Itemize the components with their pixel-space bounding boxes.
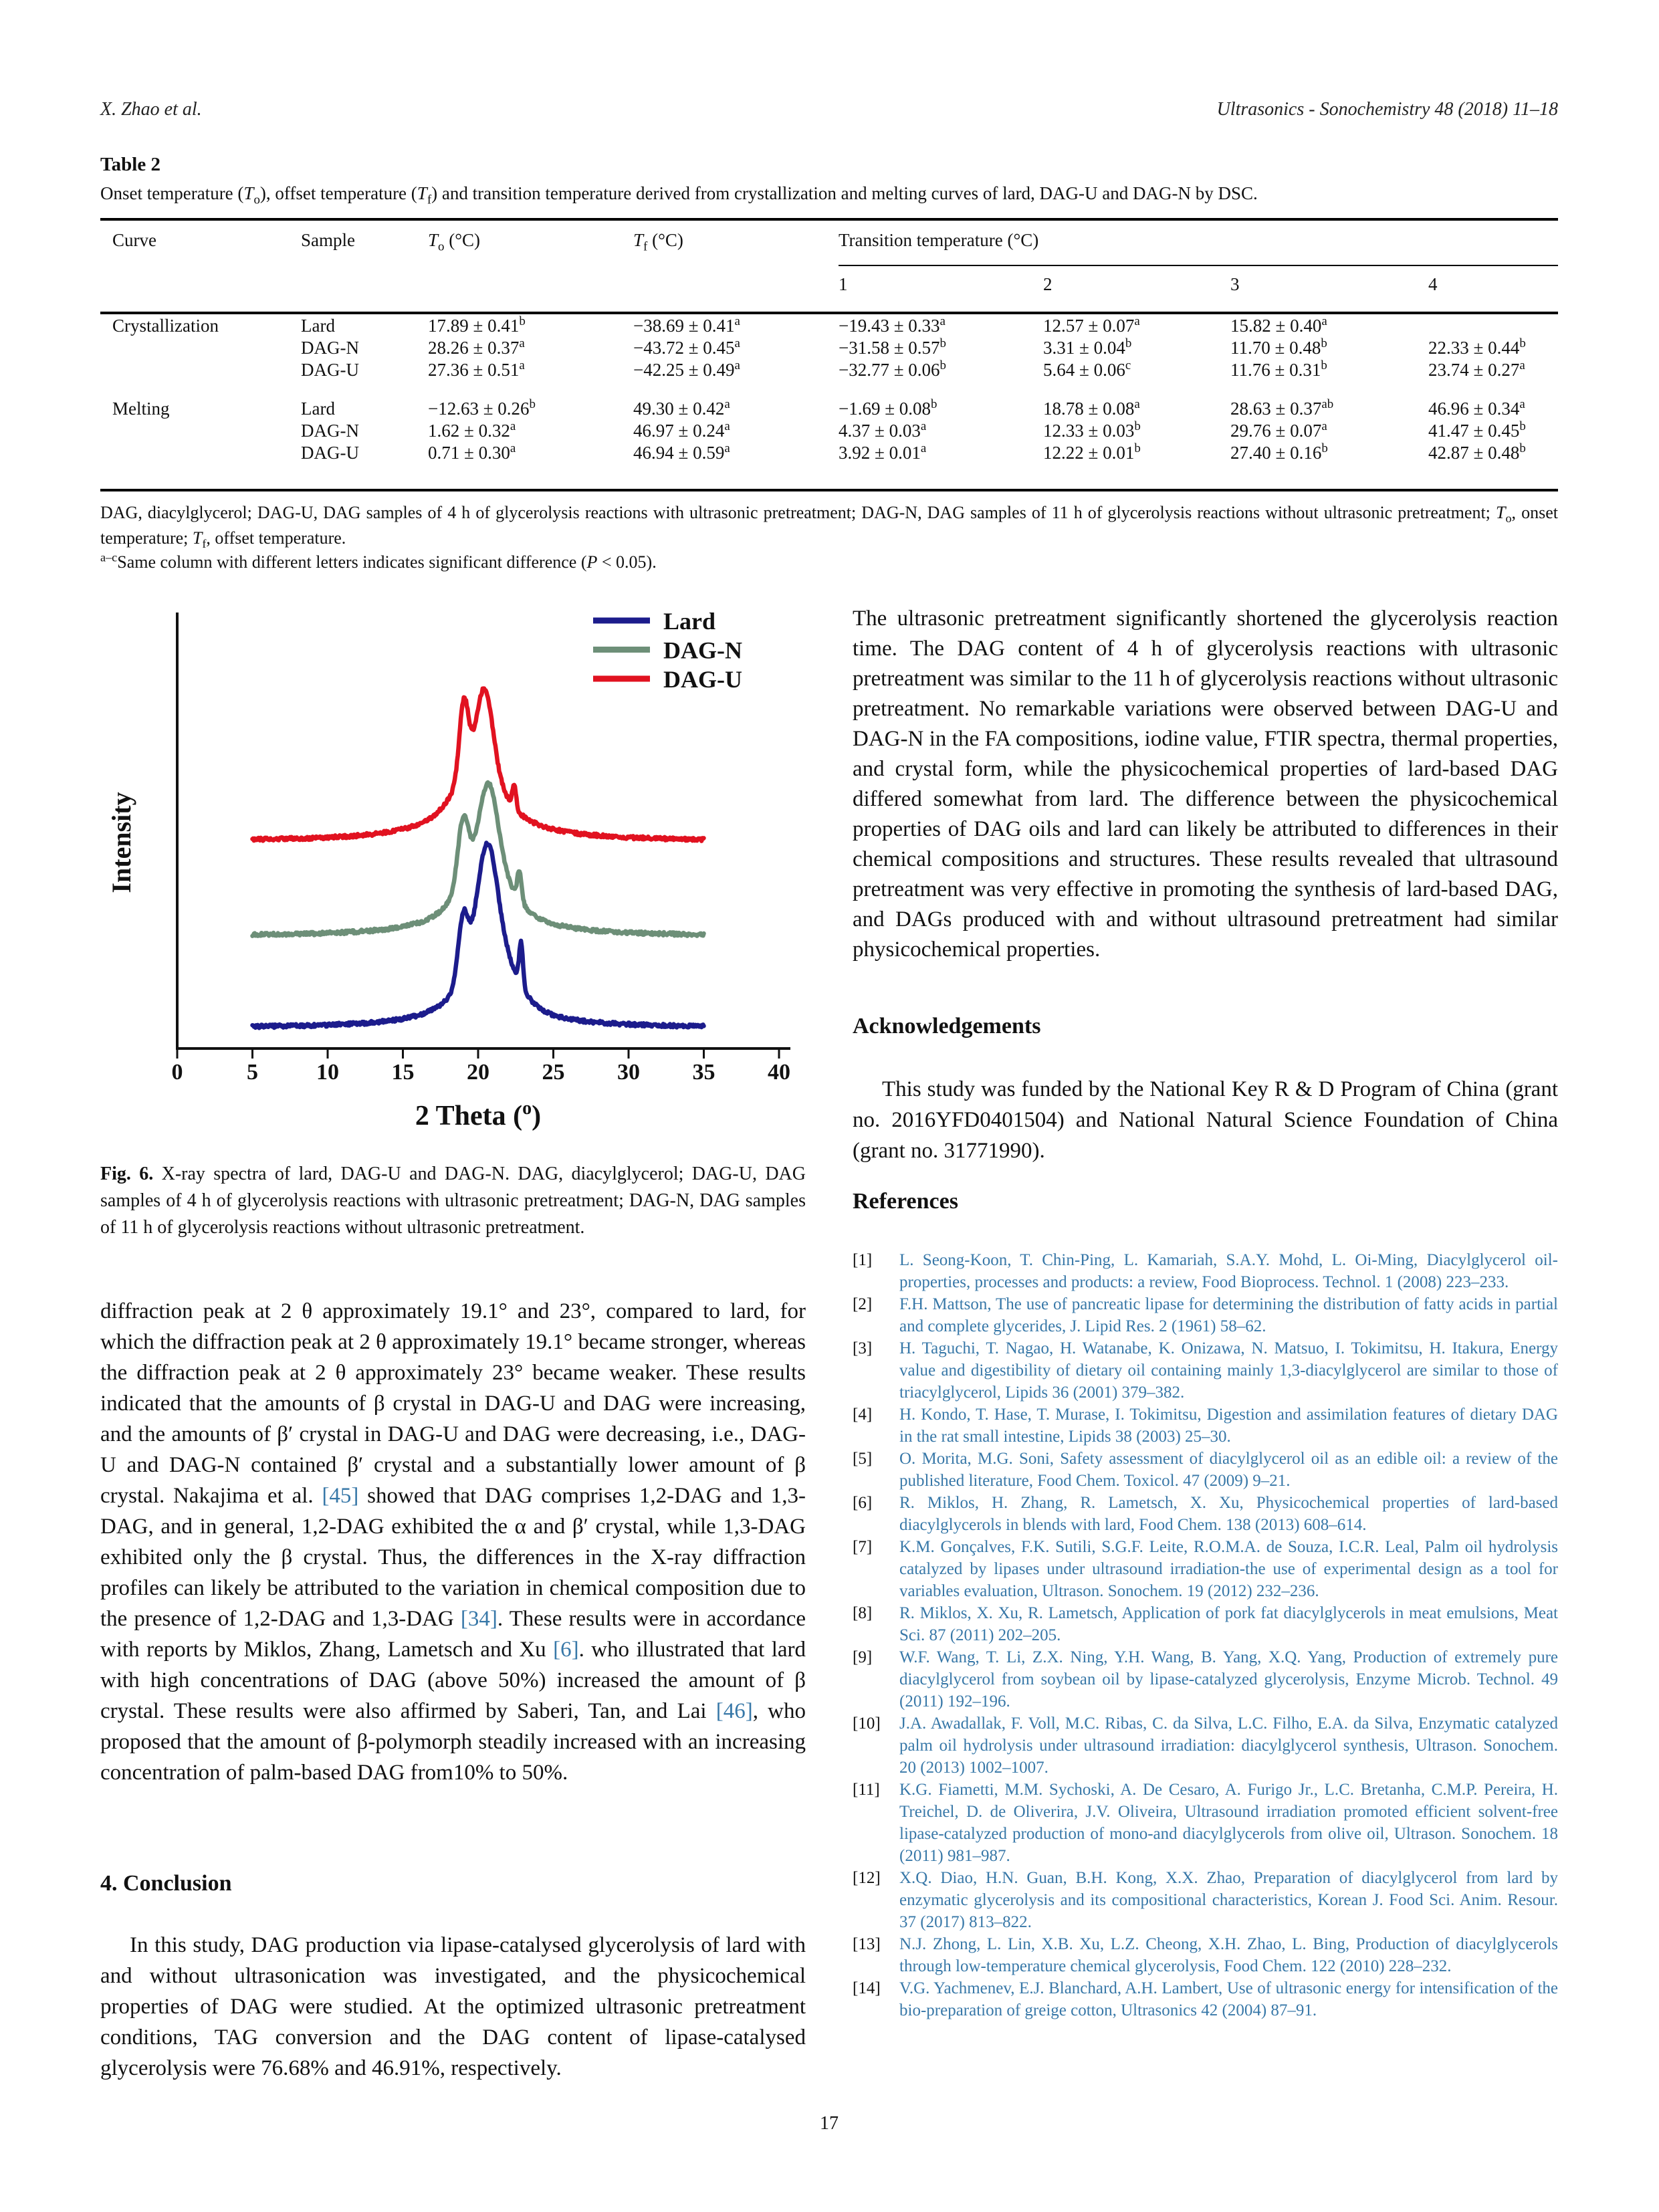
x-axis-title: 2 Theta ($^o$) bbox=[415, 1098, 542, 1131]
reference-text[interactable]: X.Q. Diao, H.N. Guan, B.H. Kong, X.X. Zhao, Preparation of diacylglycerol from lard by enzymatic glycerolysis and its compositional characteristics, Korean J. Food Sci. Anim. Resour. 37 (2017) 813–822. bbox=[899, 1869, 1558, 1931]
col-header-t4: 4 bbox=[1428, 274, 1438, 294]
cell-tf: −43.72 ± 0.45$^a$ bbox=[633, 336, 740, 358]
body-paragraph-diffraction: diffraction peak at 2 θ approximately 19.1° and 23°, compared to lard, for which the diffraction peak at 2 θ approximately 19.1° became stronger, whereas the diffraction peak at 2 θ approximately 23° became weaker. These results indicated that the amounts of β crystal in DAG-U and DAG were increasing, and the amounts of β′ crystal in DAG-U and DAG were decreasing, i.e., DAG-U and DAG-N contained β′ crystal and a substantially lower amount of β crystal. Nakajima et al. [45] showed that DAG comprises 1,2-DAG and 1,3-DAG, and in general, 1,2-DAG exhibited the α and β′ crystal, while 1,3-DAG exhibited only the β crystal. Thus, the differences in the X-ray diffraction profiles can likely be attributed to the variation in chemical composition due to the presence of 1,2-DAG and 1,3-DAG [34]. These results were in accordance with reports by Miklos, Zhang, Lametsch and Xu [6]. who illustrated that lard with high concentrations of DAG (above 50%) increased the amount of β crystal. These results were also affirmed by Saberi, Tan, and Lai [46], who proposed that the amount of β-polymorph steadily increased with an increasing concentration of palm-based DAG from10% to 50%. bbox=[100, 1299, 806, 1785]
reference-text[interactable]: N.J. Zhong, L. Lin, X.B. Xu, L.Z. Cheong, X.H. Zhao, L. Bing, Production of diacylglycerols through low-temperature chemical glycerolysis, Food Chem. 122 (2010) 228–232. bbox=[899, 1935, 1558, 1975]
x-tick-label: 20 bbox=[467, 1060, 489, 1085]
reference-item[interactable] bbox=[853, 1536, 1558, 1602]
cell-tf: −38.69 ± 0.41$^a$ bbox=[633, 314, 740, 336]
cell-t1: −31.58 ± 0.57$^b$ bbox=[839, 336, 946, 358]
cell-sample: Lard bbox=[301, 316, 335, 336]
x-tick-label: 10 bbox=[316, 1060, 339, 1085]
reference-number: [11] bbox=[853, 1781, 880, 1799]
cell-t3: 15.82 ± 0.40$^a$ bbox=[1230, 314, 1327, 336]
reference-number: [14] bbox=[853, 1979, 881, 1997]
cell-t4: 41.47 ± 0.45$^b$ bbox=[1428, 419, 1526, 441]
col-header-sample: Sample bbox=[301, 230, 355, 250]
col-header-t1: 1 bbox=[839, 274, 848, 294]
section-heading-acknowledgements: Acknowledgements bbox=[853, 1014, 1041, 1038]
cell-t2: 12.57 ± 0.07$^a$ bbox=[1043, 314, 1140, 336]
cell-to: 0.71 ± 0.30$^a$ bbox=[428, 441, 516, 463]
col-header-t2: 2 bbox=[1043, 274, 1053, 294]
cell-to: −12.63 ± 0.26$^b$ bbox=[428, 397, 536, 419]
body-paragraph-acknowledgements: This study was funded by the National Key R & D Program of China (grant no. 2016YFD0401504) and National Natural Science Foundation of China (grant no. 31771990). bbox=[853, 1077, 1558, 1163]
running-head-journal: Ultrasonics - Sonochemistry 48 (2018) 11–18 bbox=[1216, 99, 1558, 120]
citation-6[interactable]: [6] bbox=[553, 1638, 579, 1662]
running-head-authors: X. Zhao et al. bbox=[100, 99, 202, 120]
cell-t2: 3.31 ± 0.04$^b$ bbox=[1043, 336, 1132, 358]
reference-item[interactable] bbox=[853, 1867, 1558, 1933]
cell-tf: 49.30 ± 0.42$^a$ bbox=[633, 397, 730, 419]
reference-text[interactable]: J.A. Awadallak, F. Voll, M.C. Ribas, C. da Silva, L.C. Filho, E.A. da Silva, Enzymatic catalyzed palm oil hydrolysis under ultrasound irradiation: diacylglycerol synthesis, Ultrason. Sonochem. 20 (2013) 1002–1007. bbox=[899, 1715, 1558, 1777]
x-tick-label: 0 bbox=[171, 1060, 183, 1085]
body-paragraph-conclusion: In this study, DAG production via lipase-catalysed glycerolysis of lard with and without ultrasonication was investigated, and the physicochemical properties of DAG were studied. At the optimized ultrasonic pretreatment conditions, TAG conversion and the DAG content of lipase-catalysed glycerolysis were 76.68% and 46.91%, respectively. bbox=[100, 1933, 806, 2080]
reference-number: [12] bbox=[853, 1869, 881, 1887]
cell-t1: 4.37 ± 0.03$^a$ bbox=[839, 419, 927, 441]
reference-number: [4] bbox=[853, 1406, 873, 1424]
citation-45[interactable]: [45] bbox=[322, 1484, 359, 1508]
reference-number: [2] bbox=[853, 1295, 873, 1313]
body-paragraph-results: The ultrasonic pretreatment significantly shortened the glycerolysis reaction time. The DAG content of 4 h of glycerolysis reactions with ultrasonic pretreatment was similar to the 11 h of glycerolysis reactions without ultrasonic pretreatment. No remarkable variations were observed between DAG-U and DAG-N in the FA compositions, iodine value, FTIR spectra, thermal properties, and crystal form, while the physicochemical properties of lard-based DAG differed somewhat from lard. The difference between the physicochemical properties of DAG oils and lard can likely be attributed to differences in their chemical compositions and structures. These results revealed that ultrasound pretreatment was very effective in promoting the synthesis of lard-based DAG, and DAGs produced with and without ultrasound pretreatment had similar physicochemical properties. bbox=[853, 606, 1558, 962]
reference-item[interactable] bbox=[853, 1293, 1558, 1337]
citation-46[interactable]: [46] bbox=[715, 1699, 753, 1723]
reference-item[interactable] bbox=[853, 1933, 1558, 1977]
cell-t2: 18.78 ± 0.08$^a$ bbox=[1043, 397, 1140, 419]
reference-text[interactable]: H. Kondo, T. Hase, T. Murase, I. Tokimitsu, Digestion and assimilation features of dietary DAG in the rat small intestine, Lipids 38 (2003) 25–30. bbox=[899, 1406, 1558, 1446]
cell-to: 17.89 ± 0.41$^b$ bbox=[428, 314, 526, 336]
page-number: 17 bbox=[820, 2113, 839, 2134]
x-tick-label: 25 bbox=[542, 1060, 565, 1085]
cell-t3: 11.76 ± 0.31$^b$ bbox=[1230, 358, 1327, 380]
cell-to: 28.26 ± 0.37$^a$ bbox=[428, 336, 525, 358]
table-top-rule bbox=[100, 218, 1558, 221]
figure-caption: Fig. 6. X-ray spectra of lard, DAG-U and DAG-N. DAG, diacylglycerol; DAG-U, DAG samples of 4 h of glycerolysis reactions with ultrasonic pretreatment; DAG-N, DAG samples of 11 h of glycerolysis reactions without ultrasonic pretreatment. bbox=[100, 1164, 806, 1238]
x-tick-label: 30 bbox=[617, 1060, 640, 1085]
reference-number: [1] bbox=[853, 1251, 873, 1269]
cell-t3: 11.70 ± 0.48$^b$ bbox=[1230, 336, 1327, 358]
dsc-table bbox=[100, 218, 1558, 492]
legend-label-lard: Lard bbox=[663, 608, 716, 635]
x-tick-label: 40 bbox=[768, 1060, 790, 1085]
cell-sample: Lard bbox=[301, 399, 335, 419]
cell-sample: DAG-N bbox=[301, 338, 359, 358]
cell-t1: −19.43 ± 0.33$^a$ bbox=[839, 314, 946, 336]
cell-t3: 28.63 ± 0.37$^{ab}$ bbox=[1230, 397, 1334, 419]
reference-number: [10] bbox=[853, 1715, 881, 1733]
reference-item[interactable] bbox=[853, 1492, 1558, 1536]
cell-curve: Melting bbox=[112, 399, 170, 419]
reference-item[interactable] bbox=[853, 1779, 1558, 1867]
legend-label-dag-u: DAG-U bbox=[663, 666, 742, 693]
reference-text[interactable]: W.F. Wang, T. Li, Z.X. Ning, Y.H. Wang, B. Yang, X.Q. Yang, Production of extremely pure diacylglycerol from soybean oil by lipase-catalyzed glycerolysis, Enzyme Microb. Technol. 49 (2011) 192–196. bbox=[899, 1648, 1558, 1710]
reference-item[interactable] bbox=[853, 1712, 1558, 1779]
reference-text[interactable]: V.G. Yachmenev, E.J. Blanchard, A.H. Lambert, Use of ultrasonic energy for intensification of the bio-preparation of greige cotton, Ultrasonics 42 (2004) 87–91. bbox=[899, 1979, 1558, 2019]
y-axis-title: Intensity bbox=[106, 792, 136, 893]
table-footnote: DAG, diacylglycerol; DAG-U, DAG samples of 4 h of glycerolysis reactions with ultrasonic pretreatment; DAG-N, DAG samples of 11 h of glycerolysis reactions without ultrasonic pretreatment; $T_o$, onset temperature; $T_f$, offset temperature. bbox=[100, 503, 1558, 551]
reference-number: [3] bbox=[853, 1339, 873, 1357]
reference-number: [8] bbox=[853, 1604, 873, 1622]
reference-item[interactable] bbox=[853, 1448, 1558, 1492]
x-tick-label: 15 bbox=[391, 1060, 415, 1085]
cell-sample: DAG-U bbox=[301, 360, 359, 380]
cell-t2: 5.64 ± 0.06$^c$ bbox=[1043, 358, 1131, 380]
cell-sample: DAG-U bbox=[301, 443, 359, 463]
table-bottom-rule bbox=[100, 489, 1558, 491]
reference-text[interactable]: L. Seong-Koon, T. Chin-Ping, L. Kamariah, S.A.Y. Mohd, L. Oi-Ming, Diacylglycerol oil-properties, processes and products: a review, Food Bioprocess. Technol. 1 (2008) 223–233. bbox=[899, 1251, 1558, 1291]
cell-tf: −42.25 ± 0.49$^a$ bbox=[633, 358, 740, 380]
xrd-chart bbox=[94, 582, 843, 1170]
citation-34[interactable]: [34] bbox=[460, 1607, 497, 1631]
cell-curve: Crystallization bbox=[112, 316, 219, 336]
reference-text[interactable]: R. Miklos, H. Zhang, R. Lametsch, X. Xu, Physicochemical properties of lard-based diacylglycerols in blends with lard, Food Chem. 138 (2013) 608–614. bbox=[899, 1494, 1558, 1534]
col-header-transition: Transition temperature (°C) bbox=[839, 230, 1039, 250]
reference-item[interactable] bbox=[853, 1646, 1558, 1712]
reference-item[interactable] bbox=[853, 1977, 1558, 2021]
col-header-to: $T_o$ (°C) bbox=[428, 230, 481, 254]
reference-number: [5] bbox=[853, 1450, 873, 1468]
cell-to: 1.62 ± 0.32$^a$ bbox=[428, 419, 516, 441]
cell-sample: DAG-N bbox=[301, 421, 359, 441]
reference-number: [6] bbox=[853, 1494, 873, 1512]
cell-t3: 27.40 ± 0.16$^b$ bbox=[1230, 441, 1328, 463]
cell-t4: 42.87 ± 0.48$^b$ bbox=[1428, 441, 1526, 463]
cell-t4: 23.74 ± 0.27$^a$ bbox=[1428, 358, 1525, 380]
legend-label-dag-n: DAG-N bbox=[663, 637, 742, 664]
transition-span-rule bbox=[839, 265, 1558, 266]
cell-tf: 46.94 ± 0.59$^a$ bbox=[633, 441, 730, 463]
section-heading-references: References bbox=[853, 1189, 958, 1214]
section-heading-conclusion: 4. Conclusion bbox=[100, 1871, 232, 1896]
reference-text[interactable]: O. Morita, M.G. Soni, Safety assessment of diacylglycerol oil as an edible oil: a review of the published literature, Food Chem. Toxicol. 47 (2009) 9–21. bbox=[899, 1450, 1558, 1490]
table-label: Table 2 bbox=[100, 154, 160, 175]
cell-tf: 46.97 ± 0.24$^a$ bbox=[633, 419, 730, 441]
reference-number: [9] bbox=[853, 1648, 873, 1666]
table-footnote-significance: $^{a-c}$Same column with different letters indicates significant difference (P < 0.05). bbox=[100, 550, 657, 572]
reference-text[interactable]: K.G. Fiametti, M.M. Sychoski, A. De Cesaro, A. Furigo Jr., L.C. Bretanha, C.M.P. Pereira, H. Treichel, D. de Oliverira, J.V. Oliveira, Ultrasound irradiation promoted efficient solvent-free lipase-catalyzed production of mono-and diacylglycerols from olive oil, Ultrason. Sonochem. 18 (2011) 981–987. bbox=[899, 1781, 1558, 1865]
table-caption: Onset temperature $(T_o)$, offset temperature $(T_f)$ and transition temperature derived from crystallization and melting curves of lard, DAG-U and DAG-N by DSC. bbox=[100, 183, 1258, 207]
x-tick-label: 5 bbox=[247, 1060, 258, 1085]
cell-t4: 46.96 ± 0.34$^a$ bbox=[1428, 397, 1525, 419]
series-curve-dag-n bbox=[253, 782, 704, 936]
reference-number: [7] bbox=[853, 1538, 873, 1556]
cell-t2: 12.33 ± 0.03$^b$ bbox=[1043, 419, 1141, 441]
cell-t3: 29.76 ± 0.07$^a$ bbox=[1230, 419, 1327, 441]
reference-item[interactable] bbox=[853, 1602, 1558, 1646]
cell-t4: 22.33 ± 0.44$^b$ bbox=[1428, 336, 1526, 358]
col-header-t3: 3 bbox=[1230, 274, 1240, 294]
reference-item[interactable] bbox=[853, 1404, 1558, 1448]
reference-text[interactable]: F.H. Mattson, The use of pancreatic lipase for determining the distribution of fatty acids in partial and complete glycerides, J. Lipid Res. 2 (1961) 58–62. bbox=[899, 1295, 1558, 1335]
reference-text[interactable]: R. Miklos, X. Xu, R. Lametsch, Application of pork fat diacylglycerols in meat emulsions, Meat Sci. 87 (2011) 202–205. bbox=[899, 1604, 1558, 1644]
col-header-curve: Curve bbox=[112, 230, 156, 250]
reference-number: [13] bbox=[853, 1935, 881, 1953]
references-list bbox=[853, 1249, 1558, 2021]
x-tick-label: 35 bbox=[692, 1060, 715, 1085]
reference-item[interactable] bbox=[853, 1337, 1558, 1404]
cell-t1: 3.92 ± 0.01$^a$ bbox=[839, 441, 927, 463]
cell-to: 27.36 ± 0.51$^a$ bbox=[428, 358, 525, 380]
col-header-tf: $T_f$ (°C) bbox=[633, 230, 683, 254]
reference-text[interactable]: K.M. Gonçalves, F.K. Sutili, S.G.F. Leite, R.O.M.A. de Souza, I.C.R. Leal, Palm oil hydrolysis catalyzed by lipases under ultrasound irradiation-the use of experimental design as a tool for variables evaluation, Ultrason. Sonochem. 19 (2012) 232–236. bbox=[899, 1538, 1558, 1600]
reference-text[interactable]: H. Taguchi, T. Nagao, H. Watanabe, K. Onizawa, N. Matsuo, I. Tokimitsu, H. Itakura, Energy value and digestibility of dietary oil containing mainly 1,3-diacylglycerol are similar to those of triacylglycerol, Lipids 36 (2001) 379–382. bbox=[899, 1339, 1558, 1402]
table-mid-rule bbox=[100, 312, 1558, 314]
cell-t1: −32.77 ± 0.06$^b$ bbox=[839, 358, 946, 380]
cell-t2: 12.22 ± 0.01$^b$ bbox=[1043, 441, 1141, 463]
cell-t1: −1.69 ± 0.08$^b$ bbox=[839, 397, 937, 419]
reference-item[interactable] bbox=[853, 1249, 1558, 1293]
